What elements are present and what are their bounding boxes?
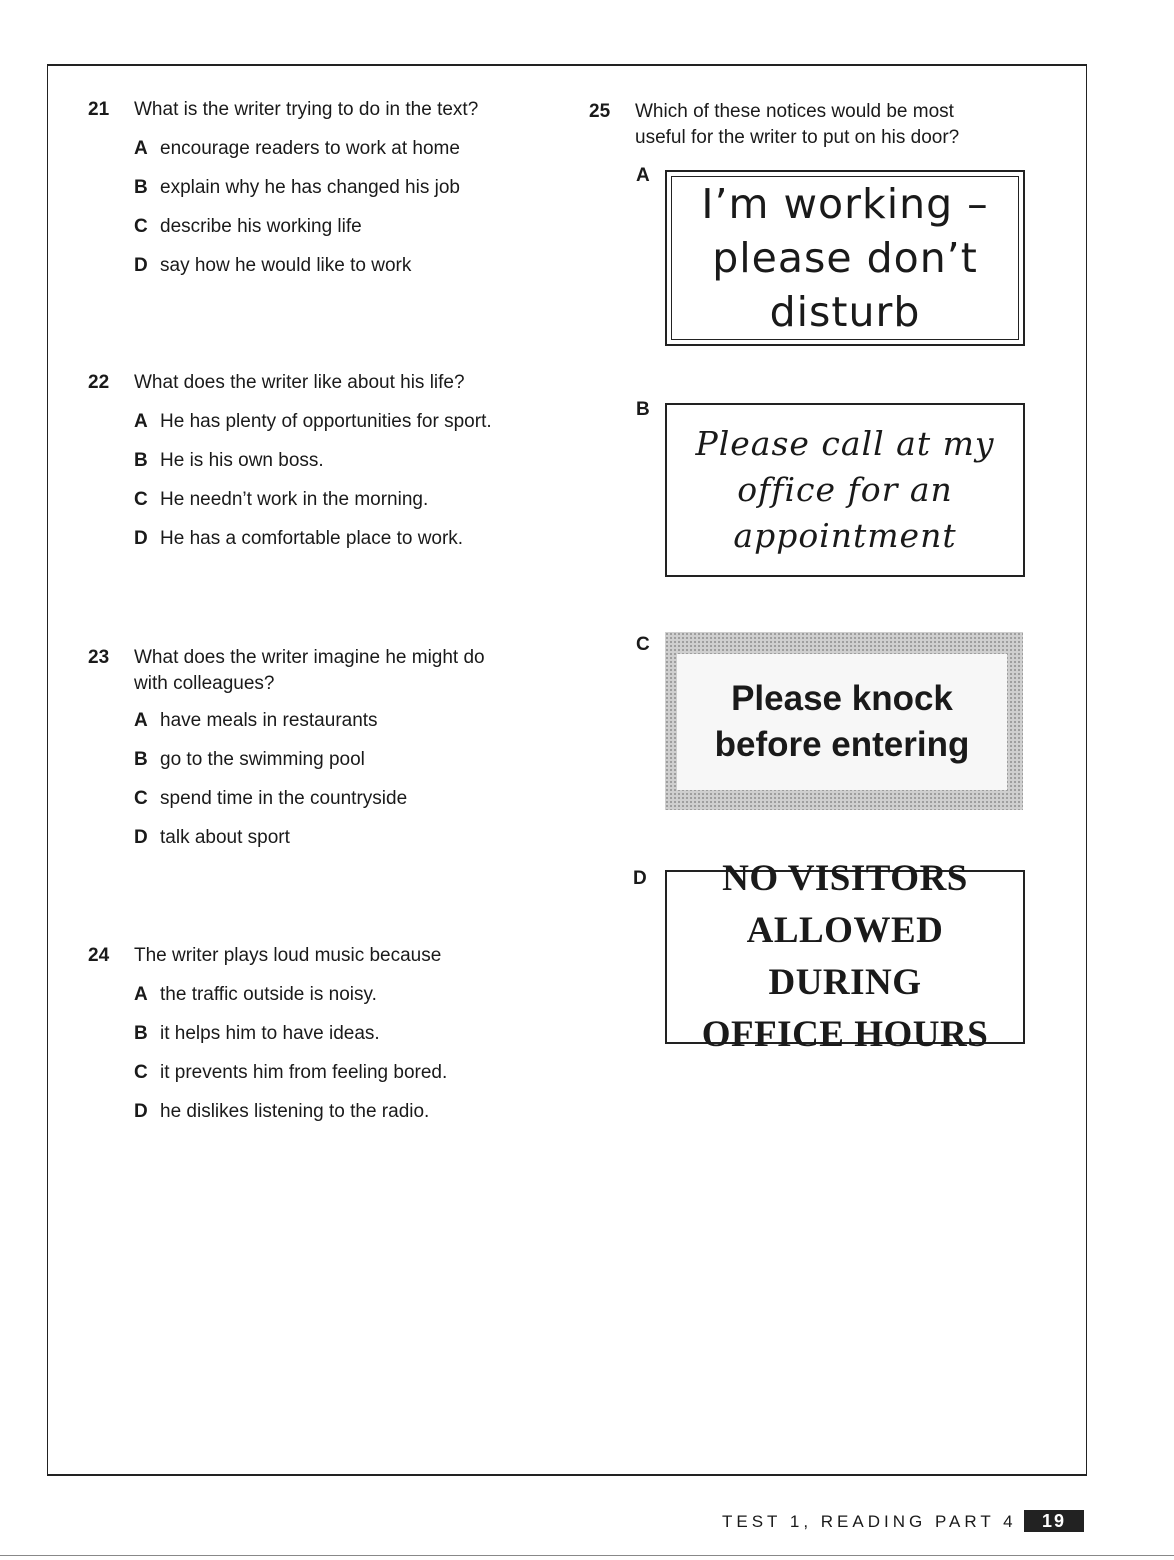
notice-d-letter: D xyxy=(633,868,647,889)
question-number: 23 xyxy=(88,647,110,668)
option-23-a[interactable]: A have meals in restaurants xyxy=(134,710,378,731)
question-text: What does the writer like about his life? xyxy=(134,372,465,393)
option-22-a[interactable]: A He has plenty of opportunities for sport. xyxy=(134,411,492,432)
option-21-d[interactable]: D say how he would like to work xyxy=(134,255,412,276)
option-21-a[interactable]: A encourage readers to work at home xyxy=(134,138,460,159)
question-number: 22 xyxy=(88,372,110,393)
notice-b[interactable]: Please call at my office for an appointment xyxy=(665,403,1025,577)
question-number: 24 xyxy=(88,945,110,966)
notice-c[interactable] xyxy=(665,632,1023,810)
page-number: 19 xyxy=(1024,1510,1084,1532)
notice-c-panel: Please knock before entering xyxy=(677,654,1007,790)
option-23-b[interactable]: B go to the swimming pool xyxy=(134,749,365,770)
bottom-rule xyxy=(0,1555,1174,1556)
option-22-b[interactable]: B He is his own boss. xyxy=(134,450,324,471)
question-number: 25 xyxy=(589,101,611,122)
question-number: 21 xyxy=(88,99,110,120)
notice-b-letter: B xyxy=(636,399,650,420)
option-22-d[interactable]: D He has a comfortable place to work. xyxy=(134,528,464,549)
option-23-c[interactable]: C spend time in the countryside xyxy=(134,788,408,809)
question-text-line-1: What does the writer imagine he might do xyxy=(134,647,485,668)
notice-d[interactable]: NO VISITORS ALLOWED DURING OFFICE HOURS xyxy=(665,870,1025,1044)
question-25 xyxy=(589,99,1059,151)
notice-c-letter: C xyxy=(636,634,650,655)
question-23 xyxy=(88,645,558,697)
option-24-d[interactable]: D he dislikes listening to the radio. xyxy=(134,1101,430,1122)
option-24-a[interactable]: A the traffic outside is noisy. xyxy=(134,984,377,1005)
option-21-b[interactable]: B explain why he has changed his job xyxy=(134,177,460,198)
question-text-line-2: with colleagues? xyxy=(134,673,275,694)
footer-section-label: TEST 1, READING PART 4 xyxy=(722,1512,1017,1531)
notice-a-letter: A xyxy=(636,165,650,186)
option-24-b[interactable]: B it helps him to have ideas. xyxy=(134,1023,380,1044)
question-text-line-1: Which of these notices would be most xyxy=(635,101,954,122)
option-21-c[interactable]: C describe his working life xyxy=(134,216,362,237)
notice-a[interactable]: I’m working – please don’t disturb xyxy=(665,170,1025,346)
question-text: The writer plays loud music because xyxy=(134,945,442,966)
question-text: What is the writer trying to do in the text? xyxy=(134,99,479,120)
question-text-line-2: useful for the writer to put on his door? xyxy=(635,127,960,148)
option-23-d[interactable]: D talk about sport xyxy=(134,827,290,848)
option-22-c[interactable]: C He needn’t work in the morning. xyxy=(134,489,429,510)
option-24-c[interactable]: C it prevents him from feeling bored. xyxy=(134,1062,448,1083)
